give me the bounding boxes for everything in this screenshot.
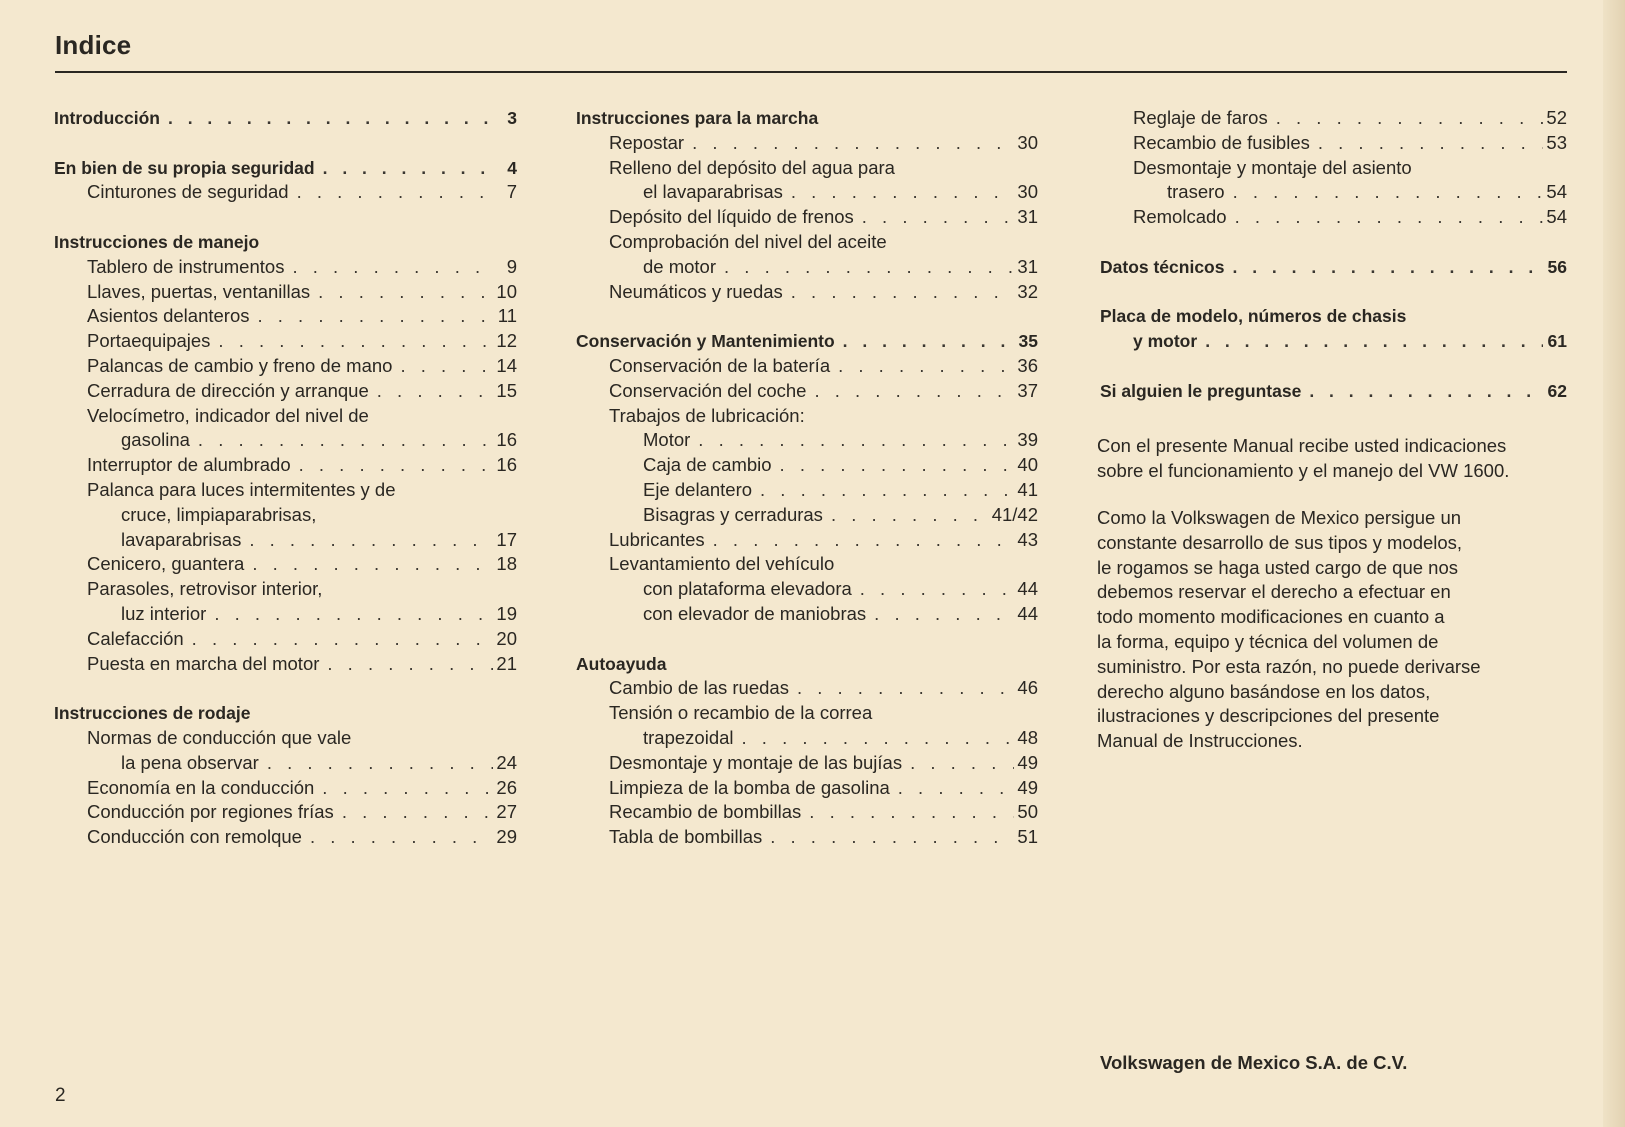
entry-label: En bien de su propia seguridad <box>54 157 315 178</box>
paragraph-line: debemos reservar el derecho a efectuar en <box>1097 581 1451 603</box>
toc-entry-line: cruce, limpiaparabrisas, <box>121 503 317 525</box>
entry-page: 7 <box>506 181 517 203</box>
toc-entry-line: Normas de conducción que vale <box>87 726 352 748</box>
disclaimer-paragraph <box>1097 506 1597 754</box>
paragraph-line: sobre el funcionamiento y el manejo del VW 1600. <box>1097 459 1510 481</box>
paragraph-line: Como la Volkswagen de Mexico persigue un <box>1097 507 1462 528</box>
toc-entry[interactable]: Eje delantero . . . 41 <box>576 478 1038 503</box>
toc-entry[interactable]: con elevador de maniobras . . . 44 <box>576 602 1038 627</box>
section-rodaje <box>54 701 517 850</box>
toc-entry[interactable]: Cenicero, guantera . . . 18 <box>54 552 517 577</box>
toc-entry[interactable]: Reglaje de faros . . . 52 <box>1100 106 1567 131</box>
section-pregunta <box>1100 379 1567 404</box>
toc-entry[interactable]: Lubricantes . . . 43 <box>576 528 1038 553</box>
page-edge <box>1603 0 1625 1127</box>
toc-entry[interactable]: Conservación y Mantenimiento . . . 35 <box>576 329 1038 354</box>
toc-entry-line: Velocímetro, indicador del nivel de <box>87 404 369 426</box>
paragraph-line: todo momento modificaciones en cuanto a <box>1097 606 1445 628</box>
section-introduccion <box>54 106 517 131</box>
toc-entry[interactable]: lavaparabrisas . . . 17 <box>54 528 517 553</box>
entry-page: 3 <box>507 108 517 128</box>
toc-entry[interactable]: Bisagras y cerraduras . . . 41/42 <box>576 503 1038 528</box>
section-autoayuda <box>576 652 1038 850</box>
toc-entry-line: Relleno del depósito del agua para <box>609 156 895 178</box>
toc-entry[interactable]: Conducción con remolque . . . 29 <box>54 825 517 850</box>
section-continuacion <box>1100 106 1567 230</box>
toc-entry[interactable]: de motor . . . 31 <box>576 255 1038 280</box>
toc-entry[interactable]: Desmontaje y montaje de las bujías . . . 49 <box>576 751 1038 776</box>
paragraph-line: ilustraciones y descripciones del presente <box>1097 705 1440 727</box>
toc-entry[interactable]: Conducción por regiones frías . . . 27 <box>54 800 517 825</box>
paragraph-line: suministro. Por esta razón, no puede derivarse <box>1097 655 1481 677</box>
toc-entry[interactable]: Caja de cambio . . . 40 <box>576 453 1038 478</box>
toc-entry[interactable]: Recambio de fusibles . . . 53 <box>1100 131 1567 156</box>
section-seguridad <box>54 156 517 206</box>
toc-entry[interactable]: gasolina . . . 16 <box>54 428 517 453</box>
toc-entry-line: Desmontaje y montaje del asiento <box>1133 156 1412 178</box>
section-heading: Instrucciones de rodaje <box>54 703 251 724</box>
page-title: Indice <box>55 30 132 60</box>
toc-entry[interactable]: Llaves, puertas, ventanillas . . . 10 <box>54 280 517 305</box>
entry-page: 4 <box>507 157 517 178</box>
entry-label: Cinturones de seguridad <box>87 181 289 203</box>
toc-entry-line: Tensión o recambio de la correa <box>609 702 873 724</box>
page-number: 2 <box>55 1085 66 1106</box>
toc-entry[interactable]: el lavaparabrisas . . . 30 <box>576 180 1038 205</box>
toc-entry[interactable]: trapezoidal . . . 48 <box>576 726 1038 751</box>
section-placa <box>1100 304 1567 354</box>
toc-entry[interactable]: trasero . . . 54 <box>1100 180 1567 205</box>
paragraph-line: la forma, equipo y técnica del volumen de <box>1097 630 1439 652</box>
toc-entry[interactable]: Puesta en marcha del motor . . . 21 <box>54 652 517 677</box>
toc-entry[interactable]: la pena observar . . . 24 <box>54 751 517 776</box>
company-footer: Volkswagen de Mexico S.A. de C.V. <box>1100 1052 1408 1073</box>
toc-entry[interactable] <box>54 156 517 181</box>
toc-entry-line: Levantamiento del vehículo <box>609 553 835 575</box>
toc-entry[interactable]: Tablero de instrumentos . . . 9 <box>54 255 517 280</box>
toc-entry[interactable]: Repostar . . . 30 <box>576 131 1038 156</box>
toc-entry[interactable]: Cerradura de dirección y arranque . . . 15 <box>54 379 517 404</box>
title-rule <box>55 71 1567 73</box>
toc-entry[interactable]: Palancas de cambio y freno de mano . . . 14 <box>54 354 517 379</box>
toc-entry[interactable]: y motor . . . 61 <box>1100 329 1567 354</box>
toc-entry[interactable]: Remolcado . . . 54 <box>1100 205 1567 230</box>
paragraph-line: Con el presente Manual recibe usted indicaciones <box>1097 435 1507 456</box>
intro-paragraph <box>1097 434 1597 484</box>
entry-label: Introducción <box>54 108 160 128</box>
toc-entry-line: Parasoles, retrovisor interior, <box>87 578 323 600</box>
toc-entry[interactable]: Depósito del líquido de frenos . . . 31 <box>576 205 1038 230</box>
index-column-2 <box>576 106 1038 875</box>
paragraph-line: le rogamos se haga usted cargo de que nos <box>1097 556 1458 578</box>
index-column-3 <box>1100 106 1567 428</box>
toc-entry-line: Placa de modelo, números de chasis <box>1100 306 1407 327</box>
section-datos <box>1100 255 1567 280</box>
paragraph-line: Manual de Instrucciones. <box>1097 730 1303 752</box>
toc-entry-line: Trabajos de lubricación: <box>609 404 805 426</box>
paragraph-line: derecho alguno basándose en los datos, <box>1097 680 1431 702</box>
section-heading: Instrucciones de manejo <box>54 231 260 252</box>
toc-entry[interactable]: Interruptor de alumbrado . . . 16 <box>54 453 517 478</box>
toc-entry[interactable] <box>54 180 517 205</box>
toc-entry[interactable]: Tabla de bombillas . . . 51 <box>576 825 1038 850</box>
paragraph-line: constante desarrollo de sus tipos y modelos, <box>1097 531 1463 553</box>
section-marcha <box>576 106 1038 304</box>
toc-entry[interactable]: Portaequipajes . . . 12 <box>54 329 517 354</box>
section-heading: Instrucciones para la marcha <box>576 108 819 128</box>
toc-entry-line: Comprobación del nivel del aceite <box>609 230 887 252</box>
toc-entry[interactable]: Motor . . . 39 <box>576 428 1038 453</box>
toc-entry[interactable]: luz interior . . . 19 <box>54 602 517 627</box>
toc-entry[interactable]: Datos técnicos . . . 56 <box>1100 255 1567 280</box>
section-heading: Autoayuda <box>576 653 667 674</box>
toc-entry[interactable]: Calefacción . . . 20 <box>54 627 517 652</box>
toc-entry[interactable]: con plataforma elevadora . . . 44 <box>576 577 1038 602</box>
toc-entry[interactable]: Conservación del coche . . . 37 <box>576 379 1038 404</box>
toc-entry[interactable]: Conservación de la batería . . . 36 <box>576 354 1038 379</box>
toc-entry[interactable] <box>54 106 517 131</box>
toc-entry[interactable]: Asientos delanteros . . . 11 <box>54 304 517 329</box>
toc-entry[interactable]: Neumáticos y ruedas . . . 32 <box>576 280 1038 305</box>
toc-entry-line: Palanca para luces intermitentes y de <box>87 478 396 500</box>
toc-entry[interactable]: Cambio de las ruedas . . . 46 <box>576 676 1038 701</box>
toc-entry[interactable]: Limpieza de la bomba de gasolina . . . 49 <box>576 776 1038 801</box>
section-conservacion <box>576 329 1038 627</box>
toc-entry[interactable]: Recambio de bombillas . . . 50 <box>576 800 1038 825</box>
toc-entry[interactable]: Economía en la conducción . . . 26 <box>54 776 517 801</box>
toc-entry[interactable]: Si alguien le preguntase . . . 62 <box>1100 379 1567 404</box>
section-manejo <box>54 230 517 676</box>
index-column-1 <box>54 106 517 875</box>
